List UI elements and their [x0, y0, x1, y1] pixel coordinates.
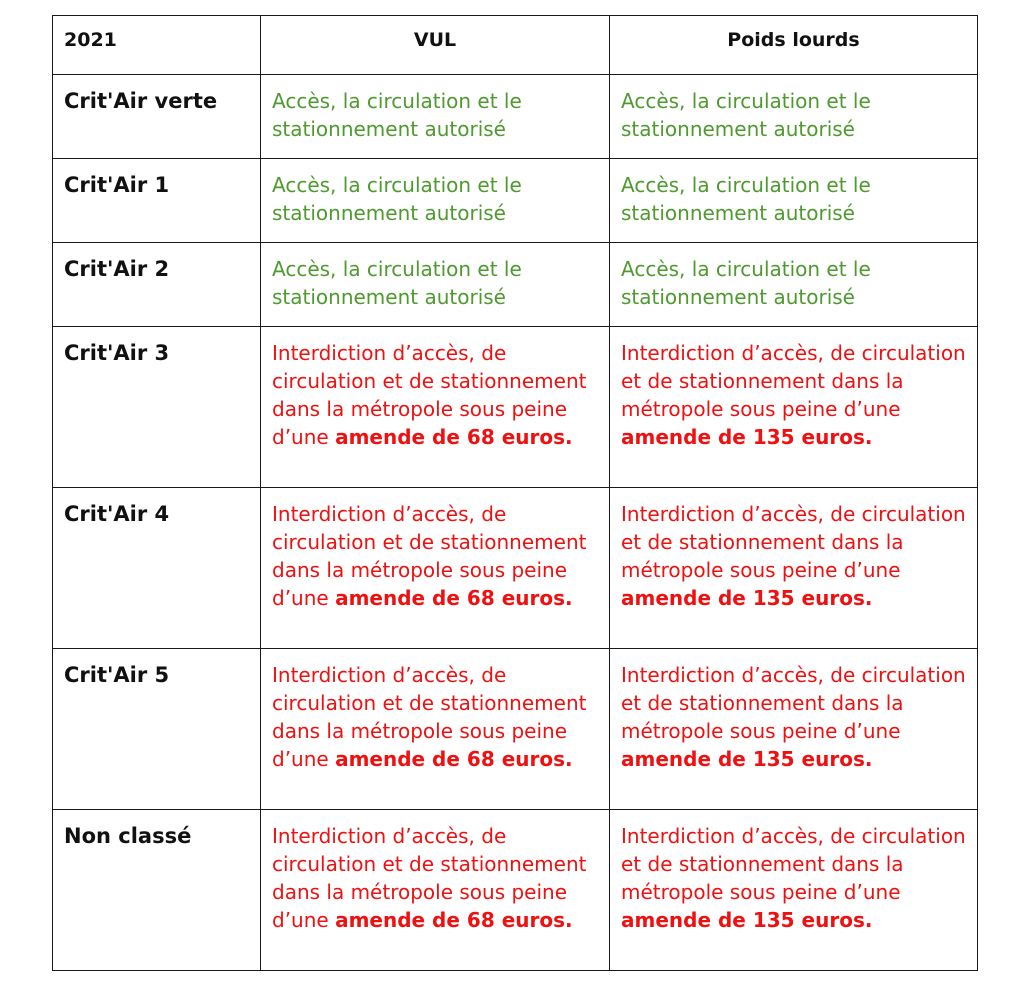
poids-lourds-rule-cell — [610, 488, 978, 649]
fine-amount: amende de 135 euros. — [621, 425, 873, 449]
row-label: Non classé — [53, 810, 261, 971]
poids-lourds-rule-cell — [610, 159, 978, 243]
rule-text: Accès, la circulation et le stationnement autorisé — [272, 173, 522, 225]
vul-rule-cell — [261, 243, 610, 327]
row-label: Crit'Air 5 — [53, 649, 261, 810]
poids-lourds-rule-cell — [610, 327, 978, 488]
rule-text: Interdiction d’accès, de circulation et de stationnement dans la métropole sous peine d’une — [272, 341, 587, 449]
header-year: 2021 — [53, 16, 261, 75]
rule-text: Interdiction d’accès, de circulation et de stationnement dans la métropole sous peine d’une — [272, 502, 587, 610]
fine-amount: amende de 135 euros. — [621, 586, 873, 610]
rule-text: Accès, la circulation et le stationnement autorisé — [621, 89, 871, 141]
rule-text: Interdiction d’accès, de circulation et de stationnement dans la métropole sous peine d’une — [621, 824, 966, 904]
vul-rule-cell — [261, 810, 610, 971]
rule-text: Accès, la circulation et le stationnement autorisé — [621, 257, 871, 309]
vul-rule-cell — [261, 159, 610, 243]
rule-text: Accès, la circulation et le stationnement autorisé — [272, 89, 522, 141]
poids-lourds-rule-cell — [610, 75, 978, 159]
rule-text: Accès, la circulation et le stationnement autorisé — [621, 173, 871, 225]
row-label: Crit'Air 1 — [53, 159, 261, 243]
fine-amount: amende de 68 euros. — [335, 747, 573, 771]
table-row-critair-1 — [53, 159, 978, 243]
row-label: Crit'Air 4 — [53, 488, 261, 649]
fine-amount: amende de 135 euros. — [621, 747, 873, 771]
table-row-critair-3 — [53, 327, 978, 488]
row-label: Crit'Air 2 — [53, 243, 261, 327]
vul-rule-cell — [261, 488, 610, 649]
row-label: Crit'Air 3 — [53, 327, 261, 488]
rule-text: Interdiction d’accès, de circulation et de stationnement dans la métropole sous peine d’une — [272, 824, 587, 932]
header-row — [53, 16, 978, 75]
header-poids-lourds: Poids lourds — [610, 16, 978, 75]
fine-amount: amende de 68 euros. — [335, 586, 573, 610]
rule-text: Interdiction d’accès, de circulation et de stationnement dans la métropole sous peine d’une — [621, 341, 966, 421]
poids-lourds-rule-cell — [610, 243, 978, 327]
table-row-non-classe — [53, 810, 978, 971]
header-vul: VUL — [261, 16, 610, 75]
table-row-critair-2 — [53, 243, 978, 327]
critair-regulation-table — [52, 15, 978, 971]
table-body — [53, 75, 978, 971]
table-row-critair-4 — [53, 488, 978, 649]
table-header — [53, 16, 978, 75]
vul-rule-cell — [261, 75, 610, 159]
table-row-critair-5 — [53, 649, 978, 810]
fine-amount: amende de 135 euros. — [621, 908, 873, 932]
fine-amount: amende de 68 euros. — [335, 425, 573, 449]
vul-rule-cell — [261, 649, 610, 810]
poids-lourds-rule-cell — [610, 810, 978, 971]
row-label: Crit'Air verte — [53, 75, 261, 159]
rule-text: Interdiction d’accès, de circulation et de stationnement dans la métropole sous peine d’une — [621, 502, 966, 582]
table-row-critair-verte — [53, 75, 978, 159]
rule-text: Accès, la circulation et le stationnement autorisé — [272, 257, 522, 309]
vul-rule-cell — [261, 327, 610, 488]
rule-text: Interdiction d’accès, de circulation et de stationnement dans la métropole sous peine d’une — [272, 663, 587, 771]
poids-lourds-rule-cell — [610, 649, 978, 810]
rule-text: Interdiction d’accès, de circulation et de stationnement dans la métropole sous peine d’une — [621, 663, 966, 743]
fine-amount: amende de 68 euros. — [335, 908, 573, 932]
